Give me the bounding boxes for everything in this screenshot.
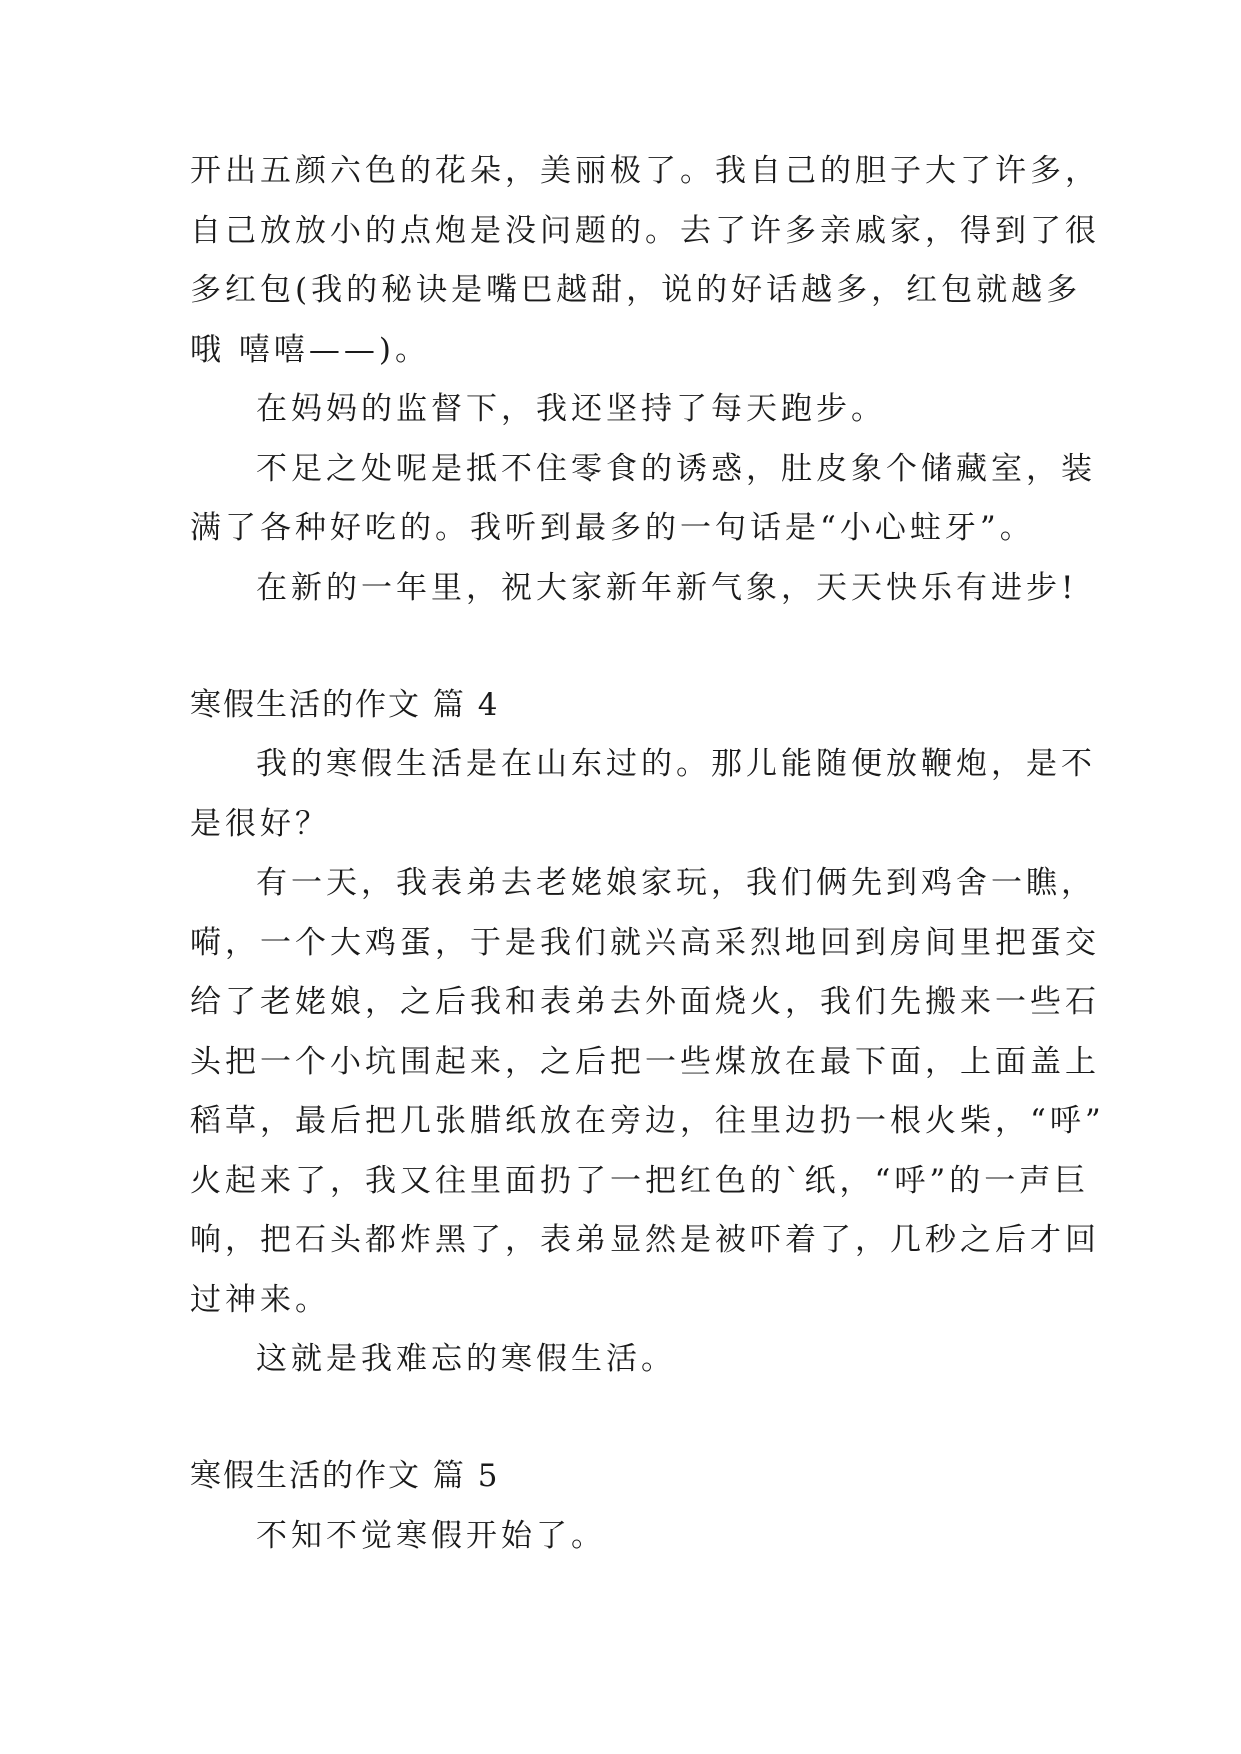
section-heading: 寒假生活的作文 篇 4: [190, 687, 500, 723]
paragraph-line: 嗬，一个大鸡蛋，于是我们就兴高采烈地回到房间里把蛋交: [190, 925, 1100, 961]
paragraph-line: 这就是我难忘的寒假生活。: [256, 1341, 676, 1377]
paragraph-line: 过神来。: [190, 1282, 330, 1318]
paragraph-line: 开出五颜六色的花朵，美丽极了。我自己的胆子大了许多，: [190, 153, 1100, 189]
paragraph-line: 自己放放小的点炮是没问题的。去了许多亲戚家，得到了很: [190, 213, 1100, 249]
section-heading: 寒假生活的作文 篇 5: [190, 1458, 500, 1494]
paragraph-line: 有一天，我表弟去老姥娘家玩，我们俩先到鸡舍一瞧，: [256, 865, 1096, 901]
paragraph-line: 多红包(我的秘诀是嘴巴越甜，说的好话越多，红包就越多: [190, 272, 1082, 308]
paragraph-line: 哦 嘻嘻——)。: [190, 332, 430, 368]
paragraph-line: 是很好？: [190, 806, 330, 842]
paragraph-line: 在妈妈的监督下，我还坚持了每天跑步。: [256, 391, 886, 427]
paragraph-line: 稻草，最后把几张腊纸放在旁边，往里边扔一根火柴，“呼”: [190, 1103, 1105, 1139]
paragraph-line: 我的寒假生活是在山东过的。那儿能随便放鞭炮，是不: [256, 746, 1096, 782]
paragraph-line: 火起来了，我又往里面扔了一把红色的`纸，“呼”的一声巨: [190, 1163, 1090, 1199]
paragraph-line: 满了各种好吃的。我听到最多的一句话是“小心蛀牙”。: [190, 510, 1035, 546]
paragraph-line: 不足之处呢是抵不住零食的诱惑，肚皮象个储藏室，装: [256, 451, 1096, 487]
paragraph-line: 在新的一年里，祝大家新年新气象，天天快乐有进步!: [256, 570, 1078, 606]
paragraph-line: 不知不觉寒假开始了。: [256, 1518, 606, 1554]
paragraph-line: 头把一个小坑围起来，之后把一些煤放在最下面，上面盖上: [190, 1044, 1100, 1080]
paragraph-line: 响，把石头都炸黑了，表弟显然是被吓着了，几秒之后才回: [190, 1222, 1100, 1258]
paragraph-line: 给了老姥娘，之后我和表弟去外面烧火，我们先搬来一些石: [190, 984, 1100, 1020]
